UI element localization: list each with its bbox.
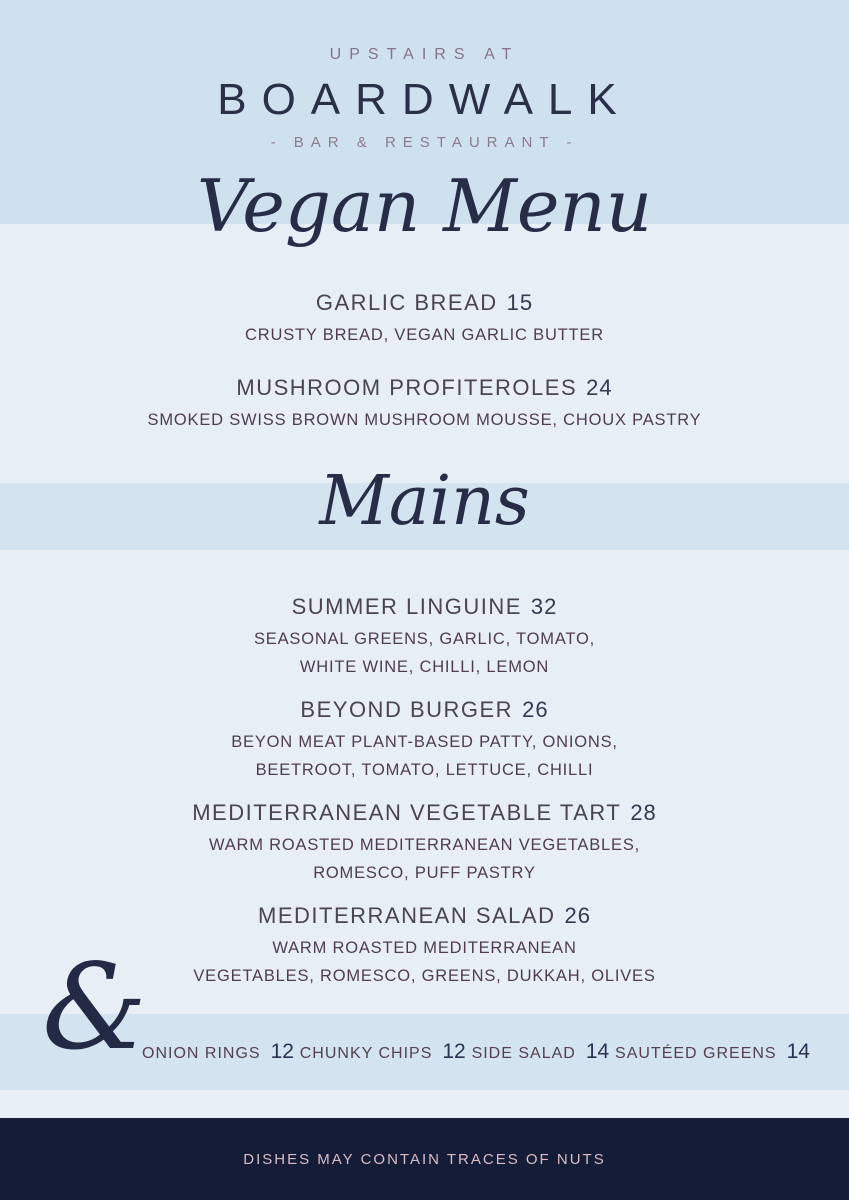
side-item-sauteed-greens <box>615 1040 810 1064</box>
item-name: MEDITERRANEAN VEGETABLE TART <box>192 800 622 825</box>
side-name: CHUNKY CHIPS <box>299 1045 433 1062</box>
side-price: 12 <box>270 1040 294 1063</box>
item-title <box>0 695 849 728</box>
side-name: ONION RINGS <box>142 1045 261 1062</box>
side-item-chunky-chips <box>300 1040 466 1064</box>
item-name: GARLIC BREAD <box>315 290 498 315</box>
menu-title-script: Vegan Menu <box>196 164 653 248</box>
item-title <box>0 288 849 321</box>
sides-row <box>142 1030 810 1074</box>
item-price: 32 <box>530 594 558 619</box>
mains-heading-script: Mains <box>319 462 530 541</box>
item-price: 28 <box>630 800 657 825</box>
side-item-side-salad <box>472 1040 610 1064</box>
menu-item-mushroom-profiteroles <box>0 373 849 434</box>
ampersand-script: & <box>42 938 148 1076</box>
side-price: 14 <box>585 1040 610 1063</box>
side-name: SIDE SALAD <box>471 1045 576 1062</box>
menu-item-garlic-bread <box>0 288 849 349</box>
menu-item-summer-linguine <box>0 592 849 681</box>
item-description: ROMESCO, PUFF PASTRY <box>313 864 536 882</box>
item-price: 24 <box>586 375 613 400</box>
item-name: MUSHROOM PROFITEROLES <box>236 375 578 400</box>
item-description: VEGETABLES, ROMESCO, GREENS, DUKKAH, OLIVES <box>193 967 656 985</box>
item-description: WARM ROASTED MEDITERRANEAN <box>272 939 577 957</box>
header <box>0 46 849 151</box>
item-description: WARM ROASTED MEDITERRANEAN VEGETABLES, <box>208 836 641 854</box>
side-price: 14 <box>786 1040 810 1063</box>
item-name: BEYOND BURGER <box>300 697 514 722</box>
starters-section <box>0 288 849 458</box>
header-pre-title: UPSTAIRS AT <box>329 46 520 63</box>
item-title <box>0 798 849 831</box>
item-name: SUMMER LINGUINE <box>291 594 522 619</box>
side-price: 12 <box>442 1040 466 1063</box>
item-title <box>0 373 849 406</box>
footer-bar <box>0 1118 849 1200</box>
item-description: BEETROOT, TOMATO, LETTUCE, CHILLI <box>255 761 594 779</box>
item-description: WHITE WINE, CHILLI, LEMON <box>299 658 550 676</box>
item-description: SEASONAL GREENS, GARLIC, TOMATO, <box>253 630 596 648</box>
item-name: MEDITERRANEAN SALAD <box>258 903 556 928</box>
item-description: CRUSTY BREAD, VEGAN GARLIC BUTTER <box>245 326 604 344</box>
item-description: SMOKED SWISS BROWN MUSHROOM MOUSSE, CHOUX PASTRY <box>147 411 702 429</box>
item-price: 26 <box>522 697 549 722</box>
item-price: 26 <box>564 903 591 928</box>
side-name: SAUTÉED GREENS <box>615 1045 777 1062</box>
header-subtitle: - BAR & RESTAURANT - <box>270 134 579 151</box>
menu-item-mediterranean-vegetable-tart <box>0 798 849 887</box>
item-price: 15 <box>506 290 534 315</box>
side-item-onion-rings <box>142 1040 294 1064</box>
item-title <box>0 592 849 625</box>
item-title <box>0 901 849 934</box>
item-description: BEYON MEAT PLANT-BASED PATTY, ONIONS, <box>231 733 618 751</box>
allergen-notice: DISHES MAY CONTAIN TRACES OF NUTS <box>243 1150 606 1168</box>
menu-item-beyond-burger <box>0 695 849 784</box>
brand-title: BOARDWALK <box>217 75 632 124</box>
